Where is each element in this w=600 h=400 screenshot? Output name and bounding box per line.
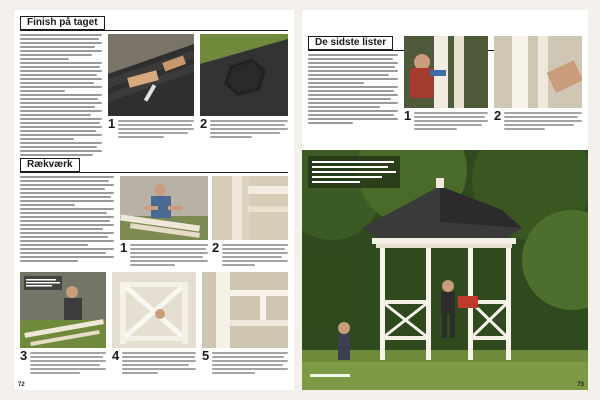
right-page [302, 10, 588, 390]
roof-cap-illustration [200, 34, 288, 116]
caption-step-1-trim [404, 110, 488, 130]
caption-step-2-railing [212, 242, 288, 266]
step-number: 1 [404, 108, 412, 123]
step-number: 1 [120, 240, 128, 255]
photo-railing-frame [112, 272, 196, 348]
photo-roof-cap [200, 34, 288, 116]
section-heading-finish-roof: Finish på taget [20, 16, 105, 30]
railing-cross-illustration [20, 272, 106, 348]
step-number: 4 [112, 348, 120, 363]
page-number-right: 73 [577, 382, 584, 388]
step-number: 2 [200, 116, 208, 131]
photo-finished-gazebo [302, 150, 588, 390]
section-divider [20, 172, 288, 173]
intro-text-railing [20, 176, 114, 262]
intro-text-trim [308, 54, 398, 124]
trim-nailing-illustration [404, 36, 488, 108]
step-number: 2 [212, 240, 220, 255]
caption-step-1-roof [108, 118, 194, 138]
photo-trim-nailing [404, 36, 488, 108]
step-number: 5 [202, 348, 210, 363]
trim-detail-illustration [494, 36, 582, 108]
railing-frame-illustration [112, 272, 196, 348]
railing-assembly-illustration [120, 176, 208, 240]
photo-railing-cross [20, 272, 106, 348]
caption-step-1-railing [120, 242, 208, 266]
railing-post-illustration [212, 176, 288, 240]
left-page [14, 10, 294, 390]
gazebo-illustration [302, 150, 588, 390]
photo-railing-post [212, 176, 288, 240]
caption-step-2-roof [200, 118, 288, 138]
railing-finished-illustration [202, 272, 288, 348]
intro-text-roof [20, 34, 102, 160]
section-heading-last-trim: De sidste lister [308, 36, 393, 50]
step-number: 1 [108, 116, 116, 131]
section-divider [20, 30, 288, 31]
shingle-cutting-illustration [108, 34, 194, 116]
page-number-left: 72 [18, 382, 25, 388]
caption-step-4-railing [112, 350, 196, 374]
photo-railing-finished [202, 272, 288, 348]
step-number: 2 [494, 108, 502, 123]
caption-step-2-trim [494, 110, 582, 130]
photo-trim-detail [494, 36, 582, 108]
step-number: 3 [20, 348, 28, 363]
section-heading-railing: Rækværk [20, 158, 80, 172]
photo-railing-assembly [120, 176, 208, 240]
caption-step-5-railing [202, 350, 288, 374]
caption-step-3-railing [20, 350, 106, 374]
photo-shingle-cutting [108, 34, 194, 116]
